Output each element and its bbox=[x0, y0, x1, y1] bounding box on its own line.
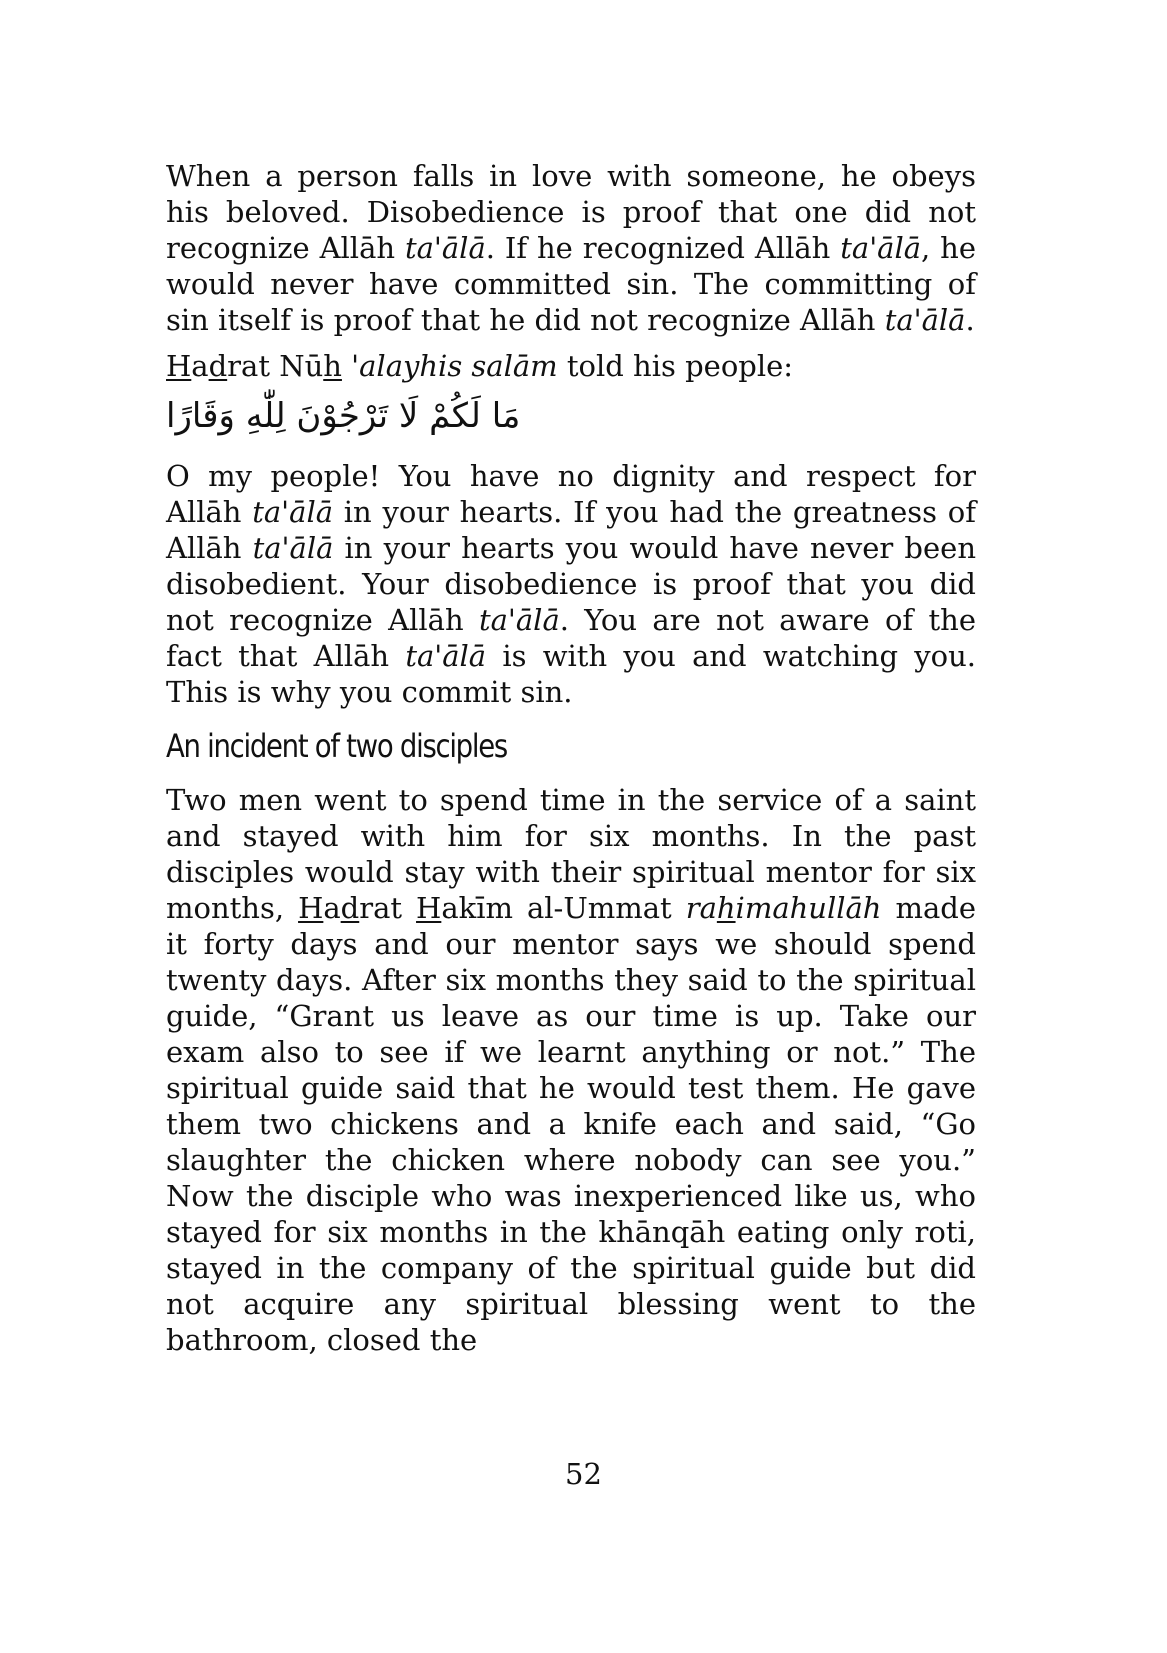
page-number: 52 bbox=[565, 1457, 602, 1491]
paragraph-nuh-intro: Hadrat Nūh 'alayhis salām told his people: bbox=[166, 349, 794, 383]
arabic-verse: مَا لَكُمْ لَا تَرْجُوْنَ لِلّٰهِ وَقَارًا bbox=[166, 396, 521, 436]
section-heading: An incident of two disciples bbox=[166, 727, 507, 765]
paragraph-love-obedience: When a person falls in love with someone, he obeys his beloved. Disobedience is proof that one did not recognize Allāh ta'ālā. If he recognized Allāh ta'ālā, he would never have committed sin. The committing of sin itself is proof that he did not recognize Allāh ta'ālā. bbox=[166, 159, 976, 337]
paragraph-two-disciples: Two men went to spend time in the service of a saint and stayed with him for six months. In the past disciples would stay with their spiritual mentor for six months, Hadrat Hakīm al-Ummat rahimahullāh made it forty days and our mentor says we should spend twenty days. After six months they said to the spiritual guide, “Grant us leave as our time is up. Take our exam also to see if we learnt anything or not.” The spiritual guide said that he would test them. He gave them two chickens and a knife each and said, “Go slaughter the chicken where nobody can see you.” Now the disciple who was inexperienced like us, who stayed for six months in the khānqāh eating only roti, stayed in the company of the spiritual guide but did not acquire any spiritual blessing went to the bathroom, closed the bbox=[166, 783, 976, 1357]
page-body bbox=[166, 158, 976, 1358]
paragraph-dignity: O my people! You have no dignity and respect for Allāh ta'ālā in your hearts. If you had the greatness of Allāh ta'ālā in your hearts you would have never been disobedient. Your disobedience is proof that you did not recognize Allāh ta'ālā. You are not aware of the fact that Allāh ta'ālā is with you and watching you. This is why you commit sin. bbox=[166, 459, 977, 709]
